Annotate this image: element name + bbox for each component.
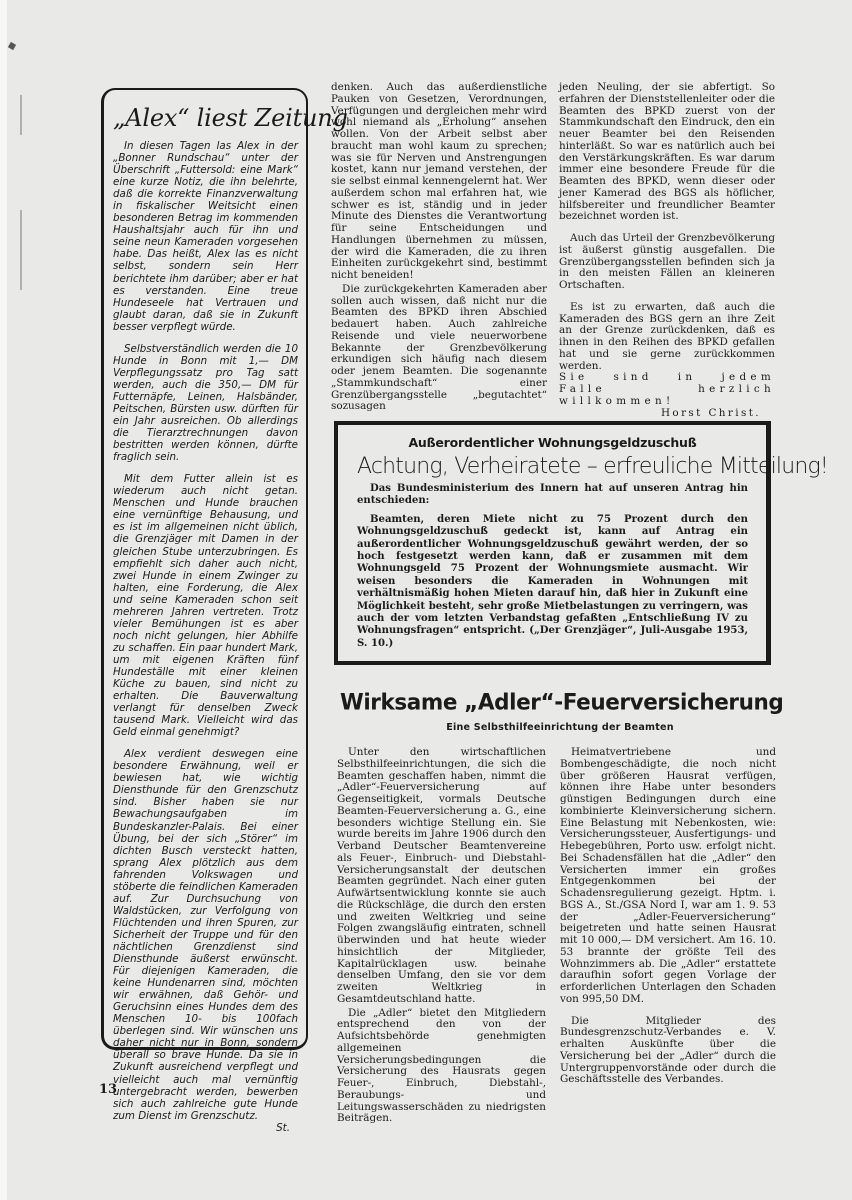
- notice-kicker: Außerordentlicher Wohnungsgeldzuschuß: [408, 435, 697, 450]
- page-edge: [0, 0, 7, 1200]
- alex-paragraph: Selbstverständlich werden die 10 Hunde in Bonn mit 1,— DM Verpflegungssatz pro Tag satt werden, auch die 350,— DM für Futternäpfe, Leinen, Halsbänder, Peitschen, Bürsten usw. dürften für ein Jahr ausreichen. Ob allerdings die Tierarztrechnungen davon bestritten werden können, dürfte fraglich sein.: [113, 342, 298, 464]
- page-number: 13: [99, 1082, 118, 1097]
- alex-article-title: „Alex“ liest Zeitung: [113, 104, 348, 132]
- scan-artifact: [20, 210, 22, 290]
- bpkd-paragraph: denken. Auch das außerdienstliche Pauken von Gesetzen, Verordnungen, Verfügungen und dergleichen mehr wird wohl niemand als „Erholung“ ansehen wollen. Von der Arbeit selbst aber braucht man wohl kaum zu sprechen; was sie für Nerven und Anstrengungen kostet, kann nur jemand verstehen, der sie selbst einmal kennengelernt hat. Wer außerdem schon mal erfahren hat, wie schwer es ist, ständig und in jeder Minute des Dienstes die Verantwortung für seine Entscheidungen und Handlungen übernehmen zu müssen, der wird die Kameraden, die zu ihren Einheiten zurückgekehrt sind, bestimmt nicht beneiden!: [331, 81, 547, 281]
- adler-article-subtitle: Eine Selbsthilfeeinrichtung der Beamten: [446, 722, 674, 733]
- bpkd-paragraph: jeden Neuling, der sie abfertigt. So erfahren der Dienststellenleiter oder die Beamten des BPKD zuerst von der Stammkundschaft den Eindruck, den ein neuer Beamter bei den Reisenden hinterläßt. So war es natürlich auch bei den Verstärkungskräften. Es war darum immer eine besondere Freude für die Beamten des BPKD, wenn dieser oder jener Kamerad des BGS als höflicher, hilfsbereiter und freundlicher Beamter bezeichnet worden ist.: [559, 81, 775, 223]
- bpkd-closing-line: Sie sind in jedem Falle herzlich willkommen!: [559, 371, 775, 407]
- bpkd-article-right-column: [559, 82, 775, 419]
- notice-paragraph: Das Bundesministerium des Innern hat auf unseren Antrag hin entschieden:: [357, 483, 748, 507]
- bpkd-article-middle-column: [331, 82, 547, 413]
- adler-paragraph: Heimatvertriebene und Bombengeschädigte, die noch nicht über größeren Hausrat verfügen, können ihre Habe unter besonders günstigen Bedingungen durch eine kombinierte Kleinversicherung sichern. Eine Belastung mit Nebenkosten, wie: Versicherungssteuer, Ausfertigungs- und Hebegebühren, Porto usw. erfolgt nicht. Bei Schadensfällen hat die „Adler“ den Versicherten immer ein großes Entgegenkommen bei der Schadensregulierung gezeigt. Hptm. i. BGS A., St./GSA Nord I, war am 1. 9. 53 der „Adler-Feuerversicherung“ beigetreten und hatte seinen Hausrat mit 10 000,— DM versichert. Am 16. 10. 53 brannte der größte Teil des Wohnzimmers ab. Die „Adler“ erstattete daraufhin sofort gegen Vorlage der erforderlichen Unterlagen den Schaden von 995,50 DM.: [560, 746, 776, 1005]
- alex-paragraph: Mit dem Futter allein ist es wiederum auch nicht getan. Menschen und Hunde brauchen eine vernünftige Behausung, und es ist im allgemeinen nicht üblich, die Grenzjäger mit Damen in der gleichen Stube unterzubringen. Es empfiehlt sich daher auch nicht, zwei Hunde in einem Zwinger zu halten, eine Forderung, die Alex und seine Kameraden schon seit mehreren Jahren vertreten. Trotz vieler Bemühungen ist es aber noch nicht gelungen, hier Abhilfe zu schaffen. Ein paar hundert Mark, um mit eigenen Kräften fünf Hundeställe mit einer kleinen Küche zu bauen, sind nicht zu erhalten. Die Bauverwaltung verlangt für denselben Zweck tausend Mark. Vielleicht wird das Geld einmal genehmigt?: [113, 473, 298, 739]
- adler-paragraph: Die Mitglieder des Bundesgrenzschutz-Verbandes e. V. erhalten Auskünfte über die Versicherung bei der „Adler“ durch die Untergruppenvorstände oder durch die Geschäftsstelle des Verbandes.: [560, 1014, 776, 1086]
- alex-paragraph: In diesen Tagen las Alex in der „Bonner Rundschau“ unter der Überschrift „Futtersold: eine Mark“ eine kurze Notiz, die ihn belehrte, daß die korrekte Finanzverwaltung in fiskalischer Weitsicht einen besonderen Betrag im kommenden Haushaltsjahr auch für ihn und seine neun Kameraden vorgesehen habe. Das heißt, Alex las es nicht selbst, sondern sein Herr berichtete ihm darüber; aber er hat es verstanden. Eine treue Hundeseele hat Vertrauen und glaubt daran, daß sie in Zukunft besser verpflegt würde.: [113, 140, 298, 333]
- bpkd-author: Horst Christ.: [660, 406, 761, 419]
- scan-mark: [8, 42, 16, 50]
- adler-paragraph: Die „Adler“ bietet den Mitgliedern entsprechend den von der Aufsichtsbehörde genehmigten allgemeinen Versicherungsbedingungen die Versicherung des Hausrats gegen Feuer-, Einbruch, Diebstahl-, Beraubungs- und Leitungswasserschäden zu niedrigsten Beiträgen.: [337, 1006, 546, 1125]
- bpkd-paragraph: Es ist zu erwarten, daß auch die Kameraden des BGS gern an ihre Zeit an der Grenze zurückdenken, daß es ihnen in den Reihen des BPKD gefallen hat und sie gerne zurückkommen werden.: [559, 300, 775, 372]
- bpkd-paragraph: Auch das Urteil der Grenzbevölkerung ist äußerst günstig ausgefallen. Die Grenzübergangsstellen befinden sich ja in den meisten Fällen an kleineren Ortschaften.: [559, 232, 775, 291]
- alex-paragraph: Alex verdient deswegen eine besondere Erwähnung, weil er bewiesen hat, wie wichtig Diensthunde für den Grenzschutz sind. Bisher haben sie nur Bewachungsaufgaben im Bundeskanzler-Palais. Bei einer Übung, bei der sich „Störer“ im dichten Busch versteckt hatten, sprang Alex plötzlich aus dem fahrenden Volkswagen und stöberte die feindlichen Kameraden auf. Zur Durchsuchung von Waldstücken, zur Verfolgung von Flüchtenden und ihren Spuren, zur Sicherheit der Truppe und für den nächtlichen Grenzdienst sind Diensthunde äußerst erwünscht. Für diejenigen Kameraden, die keine Hundenarren sind, möchten wir erwähnen, daß Gehör- und Geruchsinn eines Hundes dem des Menschen 10- bis 100fach überlegen sind. Wir wünschen uns daher nicht nur in Bonn, sondern überall so brave Hunde. Da sie in Zukunft ausreichend verpflegt und vielleicht auch mal vernünftig untergebracht werden, bewerben sich auch zahlreiche gute Hunde zum Dienst im Grenzschutz.: [113, 748, 298, 1122]
- adler-article-right-column: [560, 747, 776, 1086]
- adler-paragraph: Unter den wirtschaftlichen Selbsthilfeeinrichtungen, die sich die Beamten geschaffen haben, nimmt die „Adler“-Feuerversicherung auf Gegenseitigkeit, vormals Deutsche Beamten-Feuerversicherung a. G., eine besonders wichtige Stellung ein. Sie wurde bereits im Jahre 1906 durch den Verband Deutscher Beamtenvereine als Feuer-, Einbruch- und Diebstahl-Versicherungsanstalt der deutschen Beamten gegründet. Nach einer guten Aufwärtsentwicklung konnte sie auch die Rückschläge, die durch den ersten und zweiten Weltkrieg und seine Folgen zwangsläufig eintraten, schnell überwinden und hat heute wieder hinsichtlich der Mitglieder, Kapitalrücklagen usw. beinahe denselben Umfang, den sie vor dem zweiten Weltkrieg in Gesamtdeutschland hatte.: [337, 746, 546, 1005]
- adler-article-left-column: [337, 747, 546, 1125]
- notice-headline: Achtung, Verheiratete – erfreuliche Mitteilung!: [357, 454, 828, 479]
- notice-paragraph: Beamten, deren Miete nicht zu 75 Prozent durch den Wohnungsgeldzuschuß gedeckt ist, kann auf Antrag ein außerordentlicher Wohnungsgeldzuschuß gewährt werden, der so hoch festgesetzt werden kann, daß er zusammen mit dem Wohnungsgeld 75 Prozent der Wohnungsmiete ausmacht. Wir weisen besonders die Kameraden in Wohnungen mit verhältnismäßig hohen Mieten darauf hin, daß hier in Zukunft eine Möglichkeit besteht, sehr große Mietbelastungen zu verringern, was auch der vom letzten Verbandstag gefaßten „Entschließung IV zu Wohnungsfragen“ entspricht. („Der Grenzjäger“, Juli-Ausgabe 1953, S. 10.): [357, 513, 748, 649]
- scan-artifact: [20, 95, 22, 135]
- adler-article-title: Wirksame „Adler“-Feuerversicherung: [340, 689, 784, 716]
- notice-box: [334, 421, 828, 665]
- alex-article-signature: St.: [276, 1121, 290, 1134]
- alex-article-body: [113, 140, 298, 1122]
- bpkd-paragraph: Die zurückgekehrten Kameraden aber sollen auch wissen, daß nicht nur die Beamten des BPKD ihren Abschied bedauert haben. Auch zahlreiche Reisende und viele neuerworbene Bekannte der Grenzbevölkerung erkundigen sich häufig nach diesem oder jenem Beamten. Die sogenannte „Stammkundschaft“ einer Grenzübergangsstelle „begutachtet“ sozusagen: [331, 282, 547, 413]
